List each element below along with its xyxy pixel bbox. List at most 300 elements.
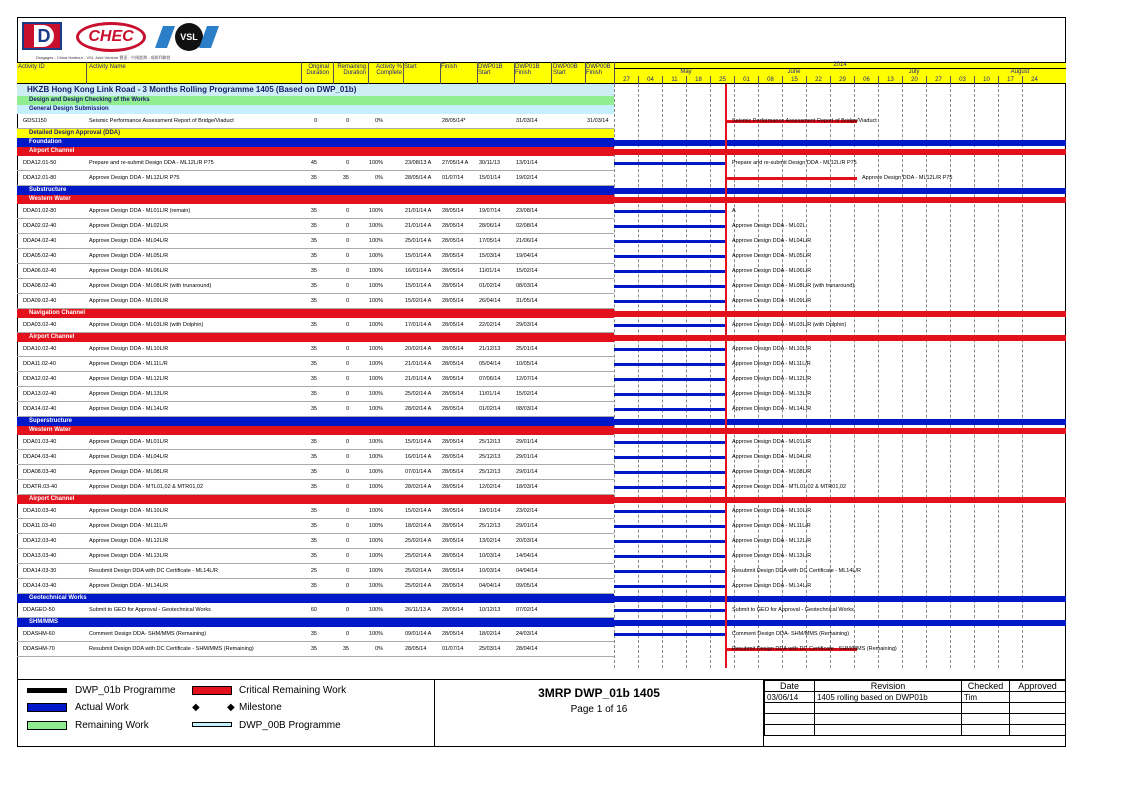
legend-critical: Critical Remaining Work bbox=[239, 685, 347, 696]
dwp01b-start: 25/12/13 bbox=[479, 454, 501, 460]
finish-date: 28/05/14 bbox=[442, 469, 464, 475]
activity-row[interactable] bbox=[17, 519, 614, 534]
bar-label: Resubmit Design DDA with DC Certificate - SHM/MMS (Remaining) bbox=[732, 646, 897, 652]
section-header: Detailed Design Approval (DDA) bbox=[17, 129, 614, 138]
activity-name: Submit to GEO for Approval - Geotechnical Works bbox=[89, 607, 211, 613]
dwp01b-start: 12/02/14 bbox=[479, 484, 501, 490]
original-duration: 45 bbox=[310, 160, 317, 166]
col-activity-name: Activity Name bbox=[89, 64, 126, 70]
dwp01b-finish: 29/01/14 bbox=[516, 454, 538, 460]
bar-label: Approve Design DDA - ML12L/R bbox=[732, 538, 812, 544]
activity-bar bbox=[614, 471, 725, 474]
remaining-duration: 0 bbox=[345, 298, 349, 304]
dwp01b-finish: 29/01/14 bbox=[516, 523, 538, 529]
percent-complete: 100% bbox=[368, 484, 383, 490]
section-header: Design and Design Checking of the Works bbox=[17, 96, 614, 105]
activity-id: DDA10.02-40 bbox=[23, 346, 57, 352]
finish-date: 28/05/14 bbox=[442, 376, 464, 382]
summary-bar bbox=[614, 335, 1066, 341]
percent-complete: 100% bbox=[368, 454, 383, 460]
rev-description: 1405 rolling based on DWP01b bbox=[815, 692, 962, 703]
percent-complete: 0% bbox=[375, 175, 383, 181]
section-header: Geotechnical Works bbox=[17, 594, 614, 603]
bar-label: Approve Design DDA - ML10L/R bbox=[732, 508, 812, 514]
bar-label: Approve Design DDA - ML09L/R bbox=[732, 298, 812, 304]
section-header: Airport Channel bbox=[17, 333, 614, 342]
dwp01b-start: 25/12/13 bbox=[479, 523, 501, 529]
activity-row[interactable] bbox=[17, 435, 614, 450]
dwp01b-start: 10/12/13 bbox=[479, 607, 501, 613]
start-date: 21/01/14 A bbox=[405, 376, 432, 382]
timeline-month: May bbox=[680, 69, 692, 75]
percent-complete: 100% bbox=[368, 253, 383, 259]
activity-bar bbox=[614, 240, 725, 243]
dwp01b-finish: 09/05/14 bbox=[516, 583, 538, 589]
finish-date: 28/05/14 bbox=[442, 283, 464, 289]
activity-name: Approve Design DDA - ML02L/R bbox=[89, 223, 169, 229]
percent-complete: 100% bbox=[368, 322, 383, 328]
remaining-duration: 0 bbox=[345, 631, 349, 637]
section-header: Foundation bbox=[17, 138, 614, 147]
activity-row[interactable] bbox=[17, 249, 614, 264]
timeline-year: 2014 bbox=[614, 62, 1066, 69]
remaining-duration: 0 bbox=[345, 376, 349, 382]
activity-id: DDA08.03-40 bbox=[23, 469, 57, 475]
remaining-duration: 0 bbox=[345, 223, 349, 229]
finish-date: 28/05/14 bbox=[442, 208, 464, 214]
remaining-duration: 0 bbox=[345, 322, 349, 328]
bar-label: Approve Design DDA - ML11L/R bbox=[732, 523, 811, 529]
activity-bar bbox=[614, 393, 725, 396]
finish-date: 28/05/14 bbox=[442, 439, 464, 445]
finish-date: 28/05/14 bbox=[442, 553, 464, 559]
dwp01b-finish: 13/01/14 bbox=[516, 160, 538, 166]
activity-row[interactable] bbox=[17, 114, 614, 129]
bar-label: Approve Design DDA - ML05L/R bbox=[732, 253, 812, 259]
percent-complete: 100% bbox=[368, 298, 383, 304]
activity-id: DDASHM-60 bbox=[23, 631, 55, 637]
activity-name: Approve Design DDA - ML04L/R bbox=[89, 454, 169, 460]
activity-bar bbox=[614, 210, 725, 213]
legend-swatch-critical bbox=[192, 686, 232, 695]
original-duration: 35 bbox=[310, 253, 317, 259]
original-duration: 35 bbox=[310, 391, 317, 397]
milestone-icon: ◆ bbox=[192, 702, 200, 713]
activity-bar bbox=[614, 408, 725, 411]
timeline-day: 03 bbox=[950, 76, 974, 84]
rev-header-date: Date bbox=[765, 681, 815, 692]
start-date: 21/01/14 A bbox=[405, 223, 432, 229]
activity-name: Approve Design DDA - ML04L/R bbox=[89, 238, 169, 244]
dwp01b-start: 25/12/13 bbox=[479, 439, 501, 445]
remaining-duration: 0 bbox=[345, 538, 349, 544]
activity-name: Approve Design DDA - ML01L/R bbox=[89, 439, 169, 445]
activity-name: Seismic Performance Assessment Report of Bridge/Viaduct bbox=[89, 118, 234, 124]
timeline-day: 15 bbox=[782, 76, 806, 84]
percent-complete: 100% bbox=[368, 223, 383, 229]
activity-row[interactable] bbox=[17, 549, 614, 564]
col-dwp00b-start: DWP00B Start bbox=[553, 64, 578, 76]
activity-name: Approve Design DDA - ML06L/R bbox=[89, 268, 169, 274]
activity-name: Approve Design DDA - ML03L/R (with Dolphin) bbox=[89, 322, 204, 328]
finish-date: 01/07/14 bbox=[442, 646, 464, 652]
remaining-duration: 0 bbox=[345, 268, 349, 274]
legend-swatch-dwp00b bbox=[192, 722, 232, 727]
percent-complete: 100% bbox=[368, 376, 383, 382]
col-percent-complete: Activity % Complete bbox=[375, 64, 402, 76]
remaining-duration: 0 bbox=[345, 118, 349, 124]
activity-bar bbox=[614, 270, 725, 273]
dwp01b-finish: 31/03/14 bbox=[516, 118, 538, 124]
activity-bar bbox=[614, 363, 725, 366]
section-header: Superstructure bbox=[17, 417, 614, 426]
section-header: Navigation Channel bbox=[17, 309, 614, 318]
activity-name: Comment Design DDA- SHM/MMS (Remaining) bbox=[89, 631, 207, 637]
start-date: 16/01/14 A bbox=[405, 454, 432, 460]
activity-row[interactable] bbox=[17, 465, 614, 480]
activity-row[interactable] bbox=[17, 450, 614, 465]
bar-label: Approve Design DDA - ML04L/R bbox=[732, 454, 812, 460]
dwp01b-finish: 19/04/14 bbox=[516, 253, 538, 259]
activity-bar bbox=[614, 348, 725, 351]
activity-name: Resubmit Design DDA with DC Certificate - SHM/MMS (Remaining) bbox=[89, 646, 254, 652]
finish-date: 28/05/14 bbox=[442, 253, 464, 259]
timeline-day: 17 bbox=[998, 76, 1022, 84]
activity-row[interactable] bbox=[17, 234, 614, 249]
dwp01b-finish: 08/03/14 bbox=[516, 283, 538, 289]
timeline-day: 24 bbox=[1022, 76, 1046, 84]
dwp01b-finish: 12/07/14 bbox=[516, 376, 538, 382]
timeline-day: 27 bbox=[614, 76, 638, 84]
rev-date: 03/06/14 bbox=[765, 692, 815, 703]
gantt-chart bbox=[614, 84, 1066, 668]
activity-bar bbox=[614, 609, 725, 612]
dwp01b-start: 28/06/14 bbox=[479, 223, 501, 229]
summary-bar bbox=[614, 497, 1066, 503]
activity-bar bbox=[614, 441, 725, 444]
timeline-month: August bbox=[1010, 69, 1030, 75]
activity-row[interactable] bbox=[17, 627, 614, 642]
activity-name: Approve Design DDA - ML11L/R bbox=[89, 361, 168, 367]
legend-swatch-dwp01b bbox=[27, 688, 67, 693]
dwp01b-start: 25/12/13 bbox=[479, 469, 501, 475]
activity-id: DDASHM-70 bbox=[23, 646, 55, 652]
percent-complete: 100% bbox=[368, 523, 383, 529]
activity-id: DDA12.03-40 bbox=[23, 538, 57, 544]
bar-label: Approve Design DDA - MTL01,02 & MTR01,02 bbox=[732, 484, 847, 490]
finish-date: 28/05/14 bbox=[442, 583, 464, 589]
vsl-logo: VSL bbox=[155, 22, 215, 52]
timeline-month: July bbox=[908, 69, 920, 75]
remaining-duration: 0 bbox=[345, 553, 349, 559]
original-duration: 35 bbox=[310, 439, 317, 445]
dwp01b-finish: 29/01/14 bbox=[516, 469, 538, 475]
percent-complete: 100% bbox=[368, 568, 383, 574]
bar-label: Approve Design DDA - ML01L/R bbox=[732, 439, 812, 445]
activity-id: DDA08.02-40 bbox=[23, 283, 57, 289]
legend-dwp01b: DWP_01b Programme bbox=[75, 685, 176, 696]
remaining-duration: 0 bbox=[345, 361, 349, 367]
timeline-day: 13 bbox=[878, 76, 902, 84]
col-dwp01b-start: DWP01B Start bbox=[478, 64, 503, 76]
activity-id: DDA14.02-40 bbox=[23, 406, 57, 412]
summary-bar bbox=[614, 596, 1066, 602]
bar-label: Approve Design DDA - ML13L/R bbox=[732, 553, 812, 559]
legend-remaining: Remaining Work bbox=[75, 720, 149, 731]
original-duration: 35 bbox=[310, 175, 317, 181]
original-duration: 35 bbox=[310, 346, 317, 352]
col-remaining-duration: Remaining Duration bbox=[337, 64, 366, 76]
remaining-duration: 35 bbox=[342, 175, 349, 181]
start-date: 15/01/14 A bbox=[405, 439, 432, 445]
dwp01b-start: 01/02/14 bbox=[479, 283, 501, 289]
original-duration: 35 bbox=[310, 454, 317, 460]
activity-row[interactable] bbox=[17, 156, 614, 171]
dwp01b-start: 11/01/14 bbox=[479, 268, 501, 274]
start-date: 26/11/13 A bbox=[405, 607, 431, 613]
activity-row[interactable] bbox=[17, 279, 614, 294]
activity-row[interactable] bbox=[17, 219, 614, 234]
activity-bar bbox=[727, 177, 857, 180]
activity-row[interactable] bbox=[17, 642, 614, 657]
legend-swatch-remaining bbox=[27, 721, 67, 730]
dwp01b-finish: 25/01/14 bbox=[516, 346, 538, 352]
original-duration: 35 bbox=[310, 553, 317, 559]
activity-id: DDAGEO-50 bbox=[23, 607, 55, 613]
activity-id: DDA01.03-40 bbox=[23, 439, 57, 445]
activity-row[interactable] bbox=[17, 294, 614, 309]
percent-complete: 100% bbox=[368, 208, 383, 214]
start-date: 17/01/14 A bbox=[405, 322, 432, 328]
dwp01b-start: 17/05/14 bbox=[479, 238, 501, 244]
activity-row[interactable] bbox=[17, 204, 614, 219]
finish-date: 27/05/14 A bbox=[442, 160, 469, 166]
activity-row[interactable] bbox=[17, 564, 614, 579]
remaining-duration: 0 bbox=[345, 454, 349, 460]
activity-id: DDA14.03-30 bbox=[23, 568, 57, 574]
percent-complete: 100% bbox=[368, 469, 383, 475]
activity-id: DDATR.03-40 bbox=[23, 484, 58, 490]
activity-name: Approve Design DDA - ML13L/R bbox=[89, 391, 169, 397]
summary-bar bbox=[614, 428, 1066, 434]
activity-bar bbox=[614, 285, 725, 288]
remaining-duration: 0 bbox=[345, 238, 349, 244]
percent-complete: 100% bbox=[368, 160, 383, 166]
col-finish: Finish bbox=[441, 64, 458, 70]
timeline-day: 08 bbox=[758, 76, 782, 84]
activity-id: DDA01.02-80 bbox=[23, 208, 57, 214]
dwp01b-start: 22/02/14 bbox=[479, 322, 501, 328]
activity-id: DDA09.02-40 bbox=[23, 298, 57, 304]
percent-complete: 100% bbox=[368, 391, 383, 397]
original-duration: 35 bbox=[310, 508, 317, 514]
original-duration: 35 bbox=[310, 223, 317, 229]
summary-bar bbox=[614, 620, 1066, 626]
activity-row[interactable] bbox=[17, 603, 614, 618]
col-start: Start bbox=[404, 64, 417, 70]
percent-complete: 100% bbox=[368, 583, 383, 589]
activity-row[interactable] bbox=[17, 504, 614, 519]
col-original-duration: Original Duration bbox=[306, 64, 329, 76]
finish-date: 28/05/14* bbox=[442, 118, 466, 124]
original-duration: 35 bbox=[310, 361, 317, 367]
original-duration: 35 bbox=[310, 268, 317, 274]
dwp01b-finish: 10/05/14 bbox=[516, 361, 538, 367]
legend bbox=[17, 679, 435, 747]
bar-label: Resubmit Design DDA with DC Certificate - ML14L/R bbox=[732, 568, 861, 574]
activity-name: Approve Design DDA - ML05L/R bbox=[89, 253, 169, 259]
summary-bar bbox=[614, 197, 1066, 203]
rev-checked: Tim bbox=[962, 692, 1010, 703]
finish-date: 28/05/14 bbox=[442, 361, 464, 367]
start-date: 15/02/14 A bbox=[405, 508, 432, 514]
activity-id: DDA13.02-40 bbox=[23, 391, 57, 397]
bar-label: Approve Design DDA - ML04L/R bbox=[732, 238, 812, 244]
finish-date: 28/05/14 bbox=[442, 568, 464, 574]
finish-date: 28/05/14 bbox=[442, 391, 464, 397]
start-date: 25/02/14 A bbox=[405, 538, 432, 544]
activity-id: DDA03.02-40 bbox=[23, 322, 57, 328]
start-date: 16/01/14 A bbox=[405, 268, 432, 274]
bar-label: Approve Design DDA - ML06L/R bbox=[732, 268, 812, 274]
legend-milestone: Milestone bbox=[239, 702, 282, 713]
start-date: 15/02/14 A bbox=[405, 298, 432, 304]
percent-complete: 100% bbox=[368, 238, 383, 244]
activity-bar bbox=[614, 456, 725, 459]
activity-name: Approve Design DDA - ML14L/R bbox=[89, 583, 169, 589]
dwp01b-start: 10/03/14 bbox=[479, 553, 501, 559]
dwp01b-finish: 15/02/14 bbox=[516, 391, 538, 397]
remaining-duration: 0 bbox=[345, 406, 349, 412]
activity-bar bbox=[614, 255, 725, 258]
activity-bar bbox=[614, 378, 725, 381]
activity-row[interactable] bbox=[17, 357, 614, 372]
section-header: Airport Channel bbox=[17, 495, 614, 504]
timeline-day: 18 bbox=[686, 76, 710, 84]
activity-row[interactable] bbox=[17, 372, 614, 387]
original-duration: 35 bbox=[310, 283, 317, 289]
activity-row[interactable] bbox=[17, 480, 614, 495]
dwp01b-finish: 29/03/14 bbox=[516, 322, 538, 328]
dwp01b-finish: 23/02/14 bbox=[516, 508, 538, 514]
activity-name: Approve Design DDA - MTL01,02 & MTR01,02 bbox=[89, 484, 204, 490]
dwp01b-finish: 04/04/14 bbox=[516, 568, 538, 574]
timeline-day: 06 bbox=[854, 76, 878, 84]
timeline-day: 01 bbox=[734, 76, 758, 84]
timeline-day: 22 bbox=[806, 76, 830, 84]
activity-id: DDA06.02-40 bbox=[23, 268, 57, 274]
bar-label: Approve Design DDA - ML13L/R bbox=[732, 391, 812, 397]
start-date: 28/02/14 A bbox=[405, 406, 432, 412]
activity-bar bbox=[614, 162, 725, 165]
original-duration: 35 bbox=[310, 523, 317, 529]
dwp01b-finish: 29/01/14 bbox=[516, 439, 538, 445]
data-date-line bbox=[725, 84, 727, 668]
bar-label: Approve Design DDA - ML14L/R bbox=[732, 406, 812, 412]
original-duration: 35 bbox=[310, 238, 317, 244]
activity-row[interactable] bbox=[17, 264, 614, 279]
finish-date: 28/05/14 bbox=[442, 523, 464, 529]
start-date: 25/01/14 A bbox=[405, 238, 432, 244]
bar-label: Comment Design DDA- SHM/MMS (Remaining) bbox=[732, 631, 850, 637]
activity-name: Approve Design DDA - ML09L/R bbox=[89, 298, 169, 304]
activity-bar bbox=[614, 486, 725, 489]
finish-date: 28/05/14 bbox=[442, 538, 464, 544]
bar-label: Submit to GEO for Approval - Geotechnical Works bbox=[732, 607, 854, 613]
remaining-duration: 0 bbox=[345, 583, 349, 589]
bar-label: Approve Design DDA - ML11L/R bbox=[732, 361, 811, 367]
activity-bar bbox=[614, 570, 725, 573]
finish-date: 28/05/14 bbox=[442, 223, 464, 229]
activity-bar bbox=[614, 555, 725, 558]
dwp01b-start: 30/11/13 bbox=[479, 160, 501, 166]
activity-bar bbox=[614, 510, 725, 513]
start-date: 15/01/14 A bbox=[405, 283, 432, 289]
col-dwp00b-finish: DWP00B Finish bbox=[586, 64, 611, 76]
chec-logo: CHEC bbox=[76, 22, 146, 52]
percent-complete: 100% bbox=[368, 268, 383, 274]
original-duration: 25 bbox=[310, 568, 317, 574]
activity-name: Resubmit Design DDA with DC Certificate - ML14L/R bbox=[89, 568, 218, 574]
start-date: 20/02/14 A bbox=[405, 346, 432, 352]
dwp01b-finish: 28/04/14 bbox=[516, 646, 538, 652]
timeline-day: 27 bbox=[926, 76, 950, 84]
activity-row[interactable] bbox=[17, 318, 614, 333]
finish-date: 28/05/14 bbox=[442, 406, 464, 412]
percent-complete: 100% bbox=[368, 346, 383, 352]
activity-name: Approve Design DDA - ML01L/R (remain) bbox=[89, 208, 191, 214]
remaining-duration: 0 bbox=[345, 283, 349, 289]
section-header: SHM/MMS bbox=[17, 618, 614, 627]
activity-row[interactable] bbox=[17, 534, 614, 549]
activity-row[interactable] bbox=[17, 387, 614, 402]
timeline-day: 11 bbox=[662, 76, 686, 84]
summary-bar bbox=[614, 311, 1066, 317]
activity-id: DDA02.02-40 bbox=[23, 223, 57, 229]
bar-label: Approve Design DDA - ML08L/R (with trunaround) bbox=[732, 283, 855, 289]
joint-venture-caption: Dragages - China Harbour - VSL Joint Venture 寶嘉 - 中國港灣 - 威勝利聯營 bbox=[36, 55, 171, 60]
activity-name: Approve Design DDA - ML12L/R bbox=[89, 538, 169, 544]
finish-date: 28/05/14 bbox=[442, 508, 464, 514]
original-duration: 35 bbox=[310, 208, 317, 214]
original-duration: 35 bbox=[310, 322, 317, 328]
timeline-month: June bbox=[787, 69, 801, 75]
remaining-duration: 0 bbox=[345, 346, 349, 352]
activity-id: DDA12.02-40 bbox=[23, 376, 57, 382]
timeline-day: 29 bbox=[830, 76, 854, 84]
activity-bar bbox=[614, 633, 725, 636]
dwp01b-finish: 15/02/14 bbox=[516, 268, 538, 274]
activity-row[interactable] bbox=[17, 171, 614, 186]
percent-complete: 100% bbox=[368, 553, 383, 559]
activity-row[interactable] bbox=[17, 342, 614, 357]
milestone-icon: ◆ bbox=[227, 702, 235, 713]
start-date: 28/02/14 A bbox=[405, 484, 432, 490]
dwp01b-finish: 23/08/14 bbox=[516, 208, 538, 214]
section-header: General Design Submission bbox=[17, 105, 614, 114]
dwp01b-start: 19/01/14 bbox=[479, 508, 501, 514]
original-duration: 35 bbox=[310, 538, 317, 544]
activity-id: DDA11.03-40 bbox=[23, 523, 56, 529]
finish-date: 28/05/14 bbox=[442, 322, 464, 328]
activity-row[interactable] bbox=[17, 402, 614, 417]
activity-bar bbox=[614, 324, 725, 327]
legend-swatch-actual bbox=[27, 703, 67, 712]
activity-row[interactable] bbox=[17, 579, 614, 594]
timeline-day: 10 bbox=[974, 76, 998, 84]
programme-title: 3MRP DWP_01b 1405 bbox=[538, 686, 660, 700]
dwp01b-start: 13/02/14 bbox=[479, 538, 501, 544]
